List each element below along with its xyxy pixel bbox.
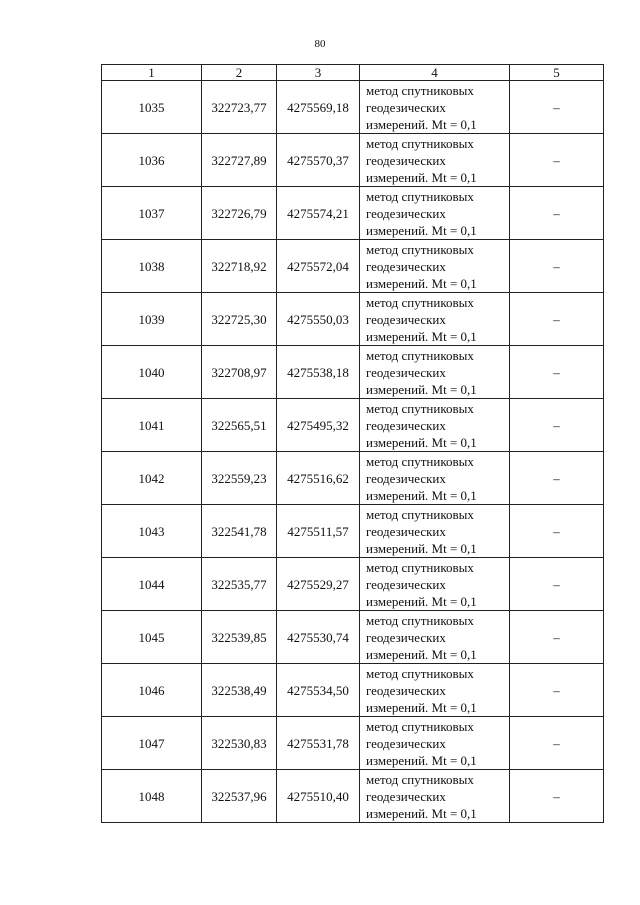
note-cell: –: [510, 240, 604, 293]
note-cell: –: [510, 134, 604, 187]
method-line: измерений. Mt = 0,1: [366, 222, 477, 238]
note-cell: –: [510, 505, 604, 558]
table-row: [102, 293, 604, 346]
method-cell: [360, 346, 510, 399]
y-coordinate-cell: 4275574,21: [277, 187, 360, 240]
note-cell: –: [510, 293, 604, 346]
note-cell: –: [510, 81, 604, 134]
method-line: геодезических: [366, 788, 446, 804]
point-number-cell: 1036: [102, 134, 202, 187]
method-line: метод спутниковых: [366, 188, 474, 204]
table-row: [102, 134, 604, 187]
x-coordinate-cell: 322537,96: [202, 770, 277, 823]
note-cell: –: [510, 346, 604, 399]
y-coordinate-cell: 4275531,78: [277, 717, 360, 770]
note-cell: –: [510, 558, 604, 611]
point-number-cell: 1047: [102, 717, 202, 770]
method-line: измерений. Mt = 0,1: [366, 116, 477, 132]
method-line: метод спутниковых: [366, 135, 474, 151]
x-coordinate-cell: 322725,30: [202, 293, 277, 346]
method-cell: [360, 187, 510, 240]
method-line: измерений. Mt = 0,1: [366, 275, 477, 291]
y-coordinate-cell: 4275538,18: [277, 346, 360, 399]
method-line: геодезических: [366, 258, 446, 274]
method-line: геодезических: [366, 99, 446, 115]
method-line: метод спутниковых: [366, 453, 474, 469]
y-coordinate-cell: 4275495,32: [277, 399, 360, 452]
method-line: метод спутниковых: [366, 400, 474, 416]
point-number-cell: 1038: [102, 240, 202, 293]
method-cell: [360, 134, 510, 187]
method-cell: [360, 452, 510, 505]
page-number: 80: [314, 38, 326, 50]
point-number-cell: 1041: [102, 399, 202, 452]
method-cell: [360, 770, 510, 823]
table-row: [102, 187, 604, 240]
x-coordinate-cell: 322559,23: [202, 452, 277, 505]
method-cell: [360, 558, 510, 611]
table-row: [102, 399, 604, 452]
x-coordinate-cell: 322538,49: [202, 664, 277, 717]
table-body: [102, 81, 604, 823]
method-line: геодезических: [366, 417, 446, 433]
y-coordinate-cell: 4275511,57: [277, 505, 360, 558]
method-line: геодезических: [366, 576, 446, 592]
method-line: измерений. Mt = 0,1: [366, 328, 477, 344]
method-line: метод спутниковых: [366, 771, 474, 787]
x-coordinate-cell: 322565,51: [202, 399, 277, 452]
y-coordinate-cell: 4275572,04: [277, 240, 360, 293]
point-number-cell: 1035: [102, 81, 202, 134]
method-cell: [360, 240, 510, 293]
method-line: измерений. Mt = 0,1: [366, 540, 477, 556]
x-coordinate-cell: 322718,92: [202, 240, 277, 293]
column-header: 2: [202, 65, 277, 81]
table-row: [102, 240, 604, 293]
coordinates-table: [101, 64, 604, 823]
method-line: метод спутниковых: [366, 612, 474, 628]
method-cell: [360, 505, 510, 558]
method-line: геодезических: [366, 311, 446, 327]
y-coordinate-cell: 4275529,27: [277, 558, 360, 611]
method-line: метод спутниковых: [366, 506, 474, 522]
y-coordinate-cell: 4275534,50: [277, 664, 360, 717]
x-coordinate-cell: 322723,77: [202, 81, 277, 134]
method-cell: [360, 664, 510, 717]
method-line: метод спутниковых: [366, 718, 474, 734]
point-number-cell: 1043: [102, 505, 202, 558]
method-line: геодезических: [366, 470, 446, 486]
point-number-cell: 1046: [102, 664, 202, 717]
table-row: [102, 611, 604, 664]
table-row: [102, 717, 604, 770]
note-cell: –: [510, 452, 604, 505]
point-number-cell: 1045: [102, 611, 202, 664]
column-header: 3: [277, 65, 360, 81]
y-coordinate-cell: 4275530,74: [277, 611, 360, 664]
table-row: [102, 505, 604, 558]
x-coordinate-cell: 322535,77: [202, 558, 277, 611]
x-coordinate-cell: 322727,89: [202, 134, 277, 187]
method-line: геодезических: [366, 152, 446, 168]
method-line: измерений. Mt = 0,1: [366, 752, 477, 768]
point-number-cell: 1042: [102, 452, 202, 505]
table-row: [102, 558, 604, 611]
method-line: геодезических: [366, 523, 446, 539]
point-number-cell: 1044: [102, 558, 202, 611]
point-number-cell: 1048: [102, 770, 202, 823]
note-cell: –: [510, 611, 604, 664]
method-line: метод спутниковых: [366, 347, 474, 363]
table-row: [102, 664, 604, 717]
x-coordinate-cell: 322708,97: [202, 346, 277, 399]
note-cell: –: [510, 770, 604, 823]
method-line: измерений. Mt = 0,1: [366, 593, 477, 609]
method-cell: [360, 81, 510, 134]
method-line: метод спутниковых: [366, 665, 474, 681]
method-cell: [360, 611, 510, 664]
x-coordinate-cell: 322539,85: [202, 611, 277, 664]
note-cell: –: [510, 664, 604, 717]
table-row: [102, 346, 604, 399]
method-line: геодезических: [366, 682, 446, 698]
method-line: геодезических: [366, 735, 446, 751]
table-header-row: [102, 65, 604, 81]
table-row: [102, 452, 604, 505]
method-line: метод спутниковых: [366, 241, 474, 257]
method-line: метод спутниковых: [366, 294, 474, 310]
method-line: измерений. Mt = 0,1: [366, 646, 477, 662]
method-line: измерений. Mt = 0,1: [366, 699, 477, 715]
x-coordinate-cell: 322726,79: [202, 187, 277, 240]
method-line: измерений. Mt = 0,1: [366, 381, 477, 397]
column-header: 1: [102, 65, 202, 81]
method-line: измерений. Mt = 0,1: [366, 434, 477, 450]
point-number-cell: 1040: [102, 346, 202, 399]
y-coordinate-cell: 4275550,03: [277, 293, 360, 346]
x-coordinate-cell: 322541,78: [202, 505, 277, 558]
method-line: геодезических: [366, 364, 446, 380]
point-number-cell: 1039: [102, 293, 202, 346]
y-coordinate-cell: 4275516,62: [277, 452, 360, 505]
method-cell: [360, 399, 510, 452]
method-line: метод спутниковых: [366, 559, 474, 575]
x-coordinate-cell: 322530,83: [202, 717, 277, 770]
y-coordinate-cell: 4275510,40: [277, 770, 360, 823]
method-line: геодезических: [366, 205, 446, 221]
y-coordinate-cell: 4275569,18: [277, 81, 360, 134]
table-row: [102, 770, 604, 823]
method-line: геодезических: [366, 629, 446, 645]
method-line: измерений. Mt = 0,1: [366, 805, 477, 821]
method-cell: [360, 293, 510, 346]
note-cell: –: [510, 399, 604, 452]
note-cell: –: [510, 717, 604, 770]
method-line: измерений. Mt = 0,1: [366, 169, 477, 185]
column-header: 5: [510, 65, 604, 81]
point-number-cell: 1037: [102, 187, 202, 240]
y-coordinate-cell: 4275570,37: [277, 134, 360, 187]
column-header: 4: [360, 65, 510, 81]
note-cell: –: [510, 187, 604, 240]
method-cell: [360, 717, 510, 770]
table-row: [102, 81, 604, 134]
method-line: метод спутниковых: [366, 82, 474, 98]
method-line: измерений. Mt = 0,1: [366, 487, 477, 503]
